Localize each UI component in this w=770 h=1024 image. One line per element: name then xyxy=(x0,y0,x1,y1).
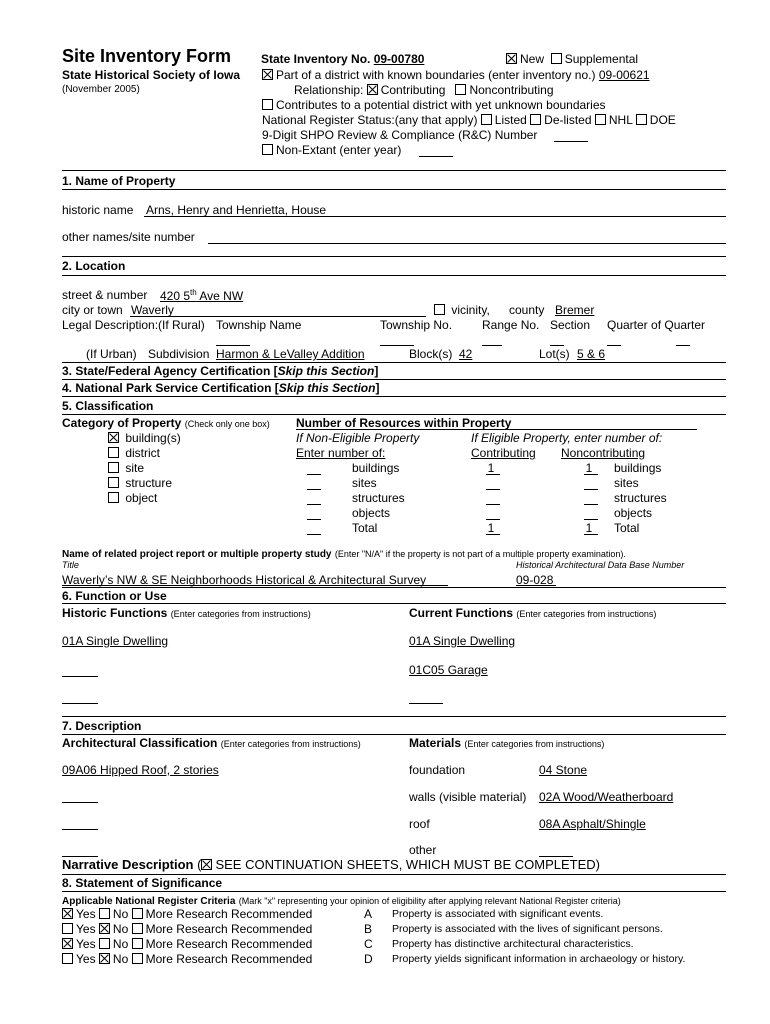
nonextant-checkbox[interactable] xyxy=(262,144,273,155)
divider xyxy=(62,716,726,717)
more-research-label: More Research Recommended xyxy=(145,937,313,951)
criterion-description: Property yields significant information in archaeology or history. xyxy=(392,953,686,965)
lot-label: Lot(s) xyxy=(539,347,570,361)
historic-function-1[interactable]: 01A Single Dwelling xyxy=(62,634,169,648)
object-checkbox[interactable] xyxy=(108,492,119,503)
yes-checkbox[interactable] xyxy=(62,908,73,919)
subdivision-value[interactable]: Harmon & LeValley Addition xyxy=(216,347,365,361)
eligible-label: If Eligible Property, enter number of: xyxy=(471,431,663,445)
noncontributing-count-line xyxy=(584,534,598,535)
nhl-label: NHL xyxy=(608,113,633,127)
yes-label: Yes xyxy=(76,937,96,951)
nr-status-label: National Register Status:(any that apply) xyxy=(262,113,478,127)
foundation-label: foundation xyxy=(409,763,466,777)
doe-label: DOE xyxy=(649,113,676,127)
divider xyxy=(62,603,726,604)
township-no-field[interactable] xyxy=(380,345,414,346)
form-date: (November 2005) xyxy=(62,84,140,95)
contributing-count-line xyxy=(486,534,500,535)
listed-label: Listed xyxy=(494,113,527,127)
historic-name-value[interactable]: Arns, Henry and Henrietta, House xyxy=(146,203,327,217)
contributing-checkbox[interactable] xyxy=(367,84,378,95)
section-2-heading: 2. Location xyxy=(62,259,126,273)
criterion-letter: C xyxy=(364,937,373,951)
potential-district-row xyxy=(262,98,606,112)
category-structure[interactable]: structure xyxy=(108,476,172,490)
inventory-number[interactable]: 09-00780 xyxy=(373,52,425,66)
more-research-checkbox[interactable] xyxy=(132,953,143,964)
yes-label: Yes xyxy=(76,922,96,936)
noneligible-count-field[interactable] xyxy=(307,519,321,520)
historic-function-2[interactable] xyxy=(62,676,98,677)
section-8-heading: 8. Statement of Significance xyxy=(62,876,223,890)
criterion-letter: D xyxy=(364,952,373,966)
other-names-field[interactable] xyxy=(208,243,726,244)
section-label: Section xyxy=(550,318,591,332)
current-function-2[interactable]: 01C05 Garage xyxy=(409,663,488,677)
noncontributing-count-line xyxy=(584,504,598,505)
section-4-heading: 4. National Park Service Certification [Skip this Section] xyxy=(62,381,380,395)
noneligible-count-field[interactable] xyxy=(307,474,321,475)
no-label: No xyxy=(112,937,129,951)
divider xyxy=(62,414,726,415)
more-research-label: More Research Recommended xyxy=(145,907,313,921)
narrative-label: Narrative Description xyxy=(62,857,194,872)
no-checkbox[interactable] xyxy=(99,923,110,934)
criterion-letter: B xyxy=(364,922,373,936)
site-checkbox[interactable] xyxy=(108,462,119,473)
noncontributing-label: Noncontributing xyxy=(469,83,554,97)
title-label: Title xyxy=(62,560,79,570)
divider xyxy=(62,874,726,875)
shpo-field[interactable] xyxy=(554,141,588,142)
resources-underline xyxy=(296,429,697,430)
divider xyxy=(62,891,726,892)
no-checkbox[interactable] xyxy=(99,938,110,949)
divider xyxy=(62,734,726,735)
street-label: street & number xyxy=(62,288,148,302)
resources-heading: Number of Resources within Property xyxy=(296,416,512,430)
category-site[interactable]: site xyxy=(108,461,144,475)
inventory-label: State Inventory No. xyxy=(261,52,371,66)
noncontributing-count-line xyxy=(584,474,598,475)
delisted-label: De-listed xyxy=(544,113,592,127)
township-no-label: Township No. xyxy=(380,318,453,332)
narrative-row: Narrative Description ( SEE CONTINUATION SHEETS, WHICH MUST BE COMPLETED) xyxy=(62,857,600,872)
doe-checkbox[interactable] xyxy=(636,114,647,125)
city-value[interactable]: Waverly xyxy=(131,303,174,317)
narrative-text: SEE CONTINUATION SHEETS, WHICH MUST BE COMPLETED) xyxy=(215,857,600,872)
roof-label: roof xyxy=(409,817,430,831)
building-checkbox[interactable] xyxy=(108,432,119,443)
walls-label: walls (visible material) xyxy=(409,790,527,804)
category-heading: Category of Property (Check only one box) xyxy=(62,416,270,430)
structure-checkbox[interactable] xyxy=(108,477,119,488)
historic-name-label: historic name xyxy=(62,203,134,217)
township-name-label: Township Name xyxy=(216,318,302,332)
divider xyxy=(62,379,726,380)
quarter-of-quarter-field[interactable] xyxy=(676,345,690,346)
nr-status-row xyxy=(262,113,676,127)
resource-row-label: structures xyxy=(352,491,405,505)
noncontributing-count[interactable]: 1 xyxy=(585,461,593,475)
resource-row-label: sites xyxy=(352,476,377,490)
criterion-letter: A xyxy=(364,907,373,921)
historic-functions-heading: Historic Functions (Enter categories from instructions) xyxy=(62,606,311,620)
more-research-label: More Research Recommended xyxy=(145,952,313,966)
block-label: Block(s) xyxy=(409,347,453,361)
district-checkbox[interactable] xyxy=(108,447,119,458)
database-number-value[interactable]: 09-028 xyxy=(516,573,554,587)
contributing-count[interactable]: 1 xyxy=(487,521,495,535)
resource-row-label-eligible: sites xyxy=(614,476,639,490)
noncontributing-checkbox[interactable] xyxy=(455,84,466,95)
range-no-label: Range No. xyxy=(482,318,540,332)
new-label: New xyxy=(520,52,545,66)
resource-row-label-eligible: Total xyxy=(614,521,640,535)
vicinity-label: vicinity, xyxy=(451,303,490,317)
contributing-count-line xyxy=(486,474,500,475)
current-function-1[interactable]: 01A Single Dwelling xyxy=(409,634,516,648)
county-label: county xyxy=(509,303,545,317)
district-checkbox[interactable] xyxy=(262,69,273,80)
historic-name-line xyxy=(144,216,726,217)
materials-heading: Materials (Enter categories from instructions) xyxy=(409,736,605,750)
resource-row-label: Total xyxy=(352,521,378,535)
urban-label: (If Urban) xyxy=(86,347,137,361)
criteria-row xyxy=(62,952,312,966)
noneligible-count-field[interactable] xyxy=(307,489,321,490)
no-label: No xyxy=(112,922,129,936)
enter-number-label: Enter number of: xyxy=(296,446,386,460)
related-study-heading: Name of related project report or multiple property study (Enter "N/A" if the property is not part of a multiple property examination). xyxy=(62,549,626,560)
divider xyxy=(62,362,726,363)
arch-class-2[interactable] xyxy=(62,802,98,803)
resource-row-label: buildings xyxy=(352,461,400,475)
walls-value[interactable]: 02A Wood/Weatherboard xyxy=(539,790,674,804)
title-line xyxy=(62,585,448,586)
shpo-label: 9-Digit SHPO Review & Compliance (R&C) Number xyxy=(262,128,538,142)
category-object[interactable]: object xyxy=(108,491,157,505)
divider xyxy=(62,189,726,190)
noncontributing-count-line xyxy=(584,489,598,490)
org-name: State Historical Society of Iowa xyxy=(62,68,241,82)
more-research-checkbox[interactable] xyxy=(132,938,143,949)
contributing-col: Contributing xyxy=(471,446,536,460)
criterion-description: Property is associated with significant events. xyxy=(392,908,604,920)
section-field[interactable] xyxy=(550,345,564,346)
contributing-label: Contributing xyxy=(380,83,446,97)
noncontributing-count-line xyxy=(584,519,598,520)
contributing-count-line xyxy=(486,504,500,505)
inventory-number-row xyxy=(261,52,424,66)
vicinity-checkbox[interactable] xyxy=(434,304,445,315)
delisted-checkbox[interactable] xyxy=(530,114,541,125)
historic-function-3[interactable] xyxy=(62,703,98,704)
other-names-label: other names/site number xyxy=(62,230,195,244)
arch-class-1[interactable]: 09A06 Hipped Roof, 2 stories xyxy=(62,763,219,777)
criteria-row xyxy=(62,907,312,921)
related-title-value[interactable]: Waverly’s NW & SE Neighborhoods Historical & Architectural Survey xyxy=(62,573,427,587)
nonextant-row xyxy=(262,143,401,157)
noneligible-label: If Non-Eligible Property xyxy=(296,431,420,445)
contributing-count-line xyxy=(486,519,500,520)
other-material-label: other xyxy=(409,843,437,857)
foundation-value[interactable]: 04 Stone xyxy=(539,763,588,777)
contributing-count[interactable]: 1 xyxy=(487,461,495,475)
section-5-heading: 5. Classification xyxy=(62,399,154,413)
narrative-checkbox[interactable] xyxy=(201,859,212,870)
no-label: No xyxy=(112,952,129,966)
section-7-heading: 7. Description xyxy=(62,719,142,733)
relationship-row xyxy=(294,83,554,97)
new-supplemental-row xyxy=(506,52,638,66)
criterion-description: Property has distinctive architectural characteristics. xyxy=(392,938,634,950)
noncontributing-col: Noncontributing xyxy=(561,446,646,460)
city-line xyxy=(130,316,426,317)
arch-class-3[interactable] xyxy=(62,829,98,830)
section-1-heading: 1. Name of Property xyxy=(62,174,176,188)
legal-description-label: Legal Description:(If Rural) xyxy=(62,318,205,332)
criterion-description: Property is associated with the lives of significant persons. xyxy=(392,923,663,935)
county-value[interactable]: Bremer xyxy=(555,303,595,317)
current-function-3[interactable] xyxy=(409,703,443,704)
form-title: Site Inventory Form xyxy=(62,46,232,66)
district-number[interactable]: 09-00621 xyxy=(598,68,650,82)
yes-label: Yes xyxy=(76,952,96,966)
divider xyxy=(62,170,726,171)
potential-district-text: Contributes to a potential district with yet unknown boundaries xyxy=(276,98,606,112)
block-value[interactable]: 42 xyxy=(459,347,473,361)
noncontributing-count[interactable]: 1 xyxy=(585,521,593,535)
no-checkbox[interactable] xyxy=(99,953,110,964)
more-research-checkbox[interactable] xyxy=(132,923,143,934)
yes-checkbox[interactable] xyxy=(62,938,73,949)
township-name-field[interactable] xyxy=(216,345,250,346)
current-functions-heading: Current Functions (Enter categories from instructions) xyxy=(409,606,657,620)
section-3-heading: 3. State/Federal Agency Certification [Skip this Section] xyxy=(62,364,379,378)
street-value[interactable]: 420 5th Ave NW xyxy=(160,288,244,303)
section-6-heading: 6. Function or Use xyxy=(62,589,167,603)
quarter-field[interactable] xyxy=(607,345,621,346)
divider xyxy=(62,587,726,588)
contributing-count-line xyxy=(486,489,500,490)
nonextant-label: Non-Extant (enter year) xyxy=(276,143,402,157)
resource-row-label-eligible: structures xyxy=(614,491,667,505)
yes-checkbox[interactable] xyxy=(62,923,73,934)
listed-checkbox[interactable] xyxy=(481,114,492,125)
criteria-row xyxy=(62,922,312,936)
new-checkbox[interactable] xyxy=(506,53,517,64)
supplemental-label: Supplemental xyxy=(564,52,639,66)
more-research-checkbox[interactable] xyxy=(132,908,143,919)
category-building[interactable]: building(s) xyxy=(108,431,181,445)
noneligible-count-field[interactable] xyxy=(307,534,321,535)
subdivision-label: Subdivision xyxy=(148,347,210,361)
database-label: Historical Architectural Data Base Number xyxy=(516,560,685,570)
category-district[interactable]: district xyxy=(108,446,160,460)
yes-label: Yes xyxy=(76,907,96,921)
relationship-label: Relationship: xyxy=(294,83,364,97)
resource-row-label: objects xyxy=(352,506,391,520)
potential-district-checkbox[interactable] xyxy=(262,99,273,110)
criteria-row xyxy=(62,937,312,951)
vicinity-row xyxy=(434,303,490,317)
supplemental-checkbox[interactable] xyxy=(551,53,562,64)
resource-row-label-eligible: buildings xyxy=(614,461,662,475)
nhl-checkbox[interactable] xyxy=(595,114,606,125)
lot-value[interactable]: 5 & 6 xyxy=(577,347,606,361)
criteria-heading: Applicable National Register Criteria (Mark "x" representing your opinion of eligibility after applying relevant National Register criteria) xyxy=(62,896,621,907)
nonextant-year-field[interactable] xyxy=(419,156,453,157)
range-no-field[interactable] xyxy=(482,345,502,346)
resource-row-label-eligible: objects xyxy=(614,506,653,520)
divider xyxy=(62,275,726,276)
quarter-label: Quarter of Quarter xyxy=(607,318,706,332)
no-label: No xyxy=(112,907,129,921)
arch-class-heading: Architectural Classification (Enter categories from instructions) xyxy=(62,736,361,750)
database-line xyxy=(516,585,556,586)
no-checkbox[interactable] xyxy=(99,908,110,919)
divider xyxy=(62,396,726,397)
district-row xyxy=(262,68,650,82)
noneligible-count-field[interactable] xyxy=(307,504,321,505)
more-research-label: More Research Recommended xyxy=(145,922,313,936)
divider xyxy=(62,256,726,257)
roof-value[interactable]: 08A Asphalt/Shingle xyxy=(539,817,646,831)
district-text: Part of a district with known boundaries (enter inventory no.) xyxy=(276,68,596,82)
city-label: city or town xyxy=(62,303,123,317)
yes-checkbox[interactable] xyxy=(62,953,73,964)
